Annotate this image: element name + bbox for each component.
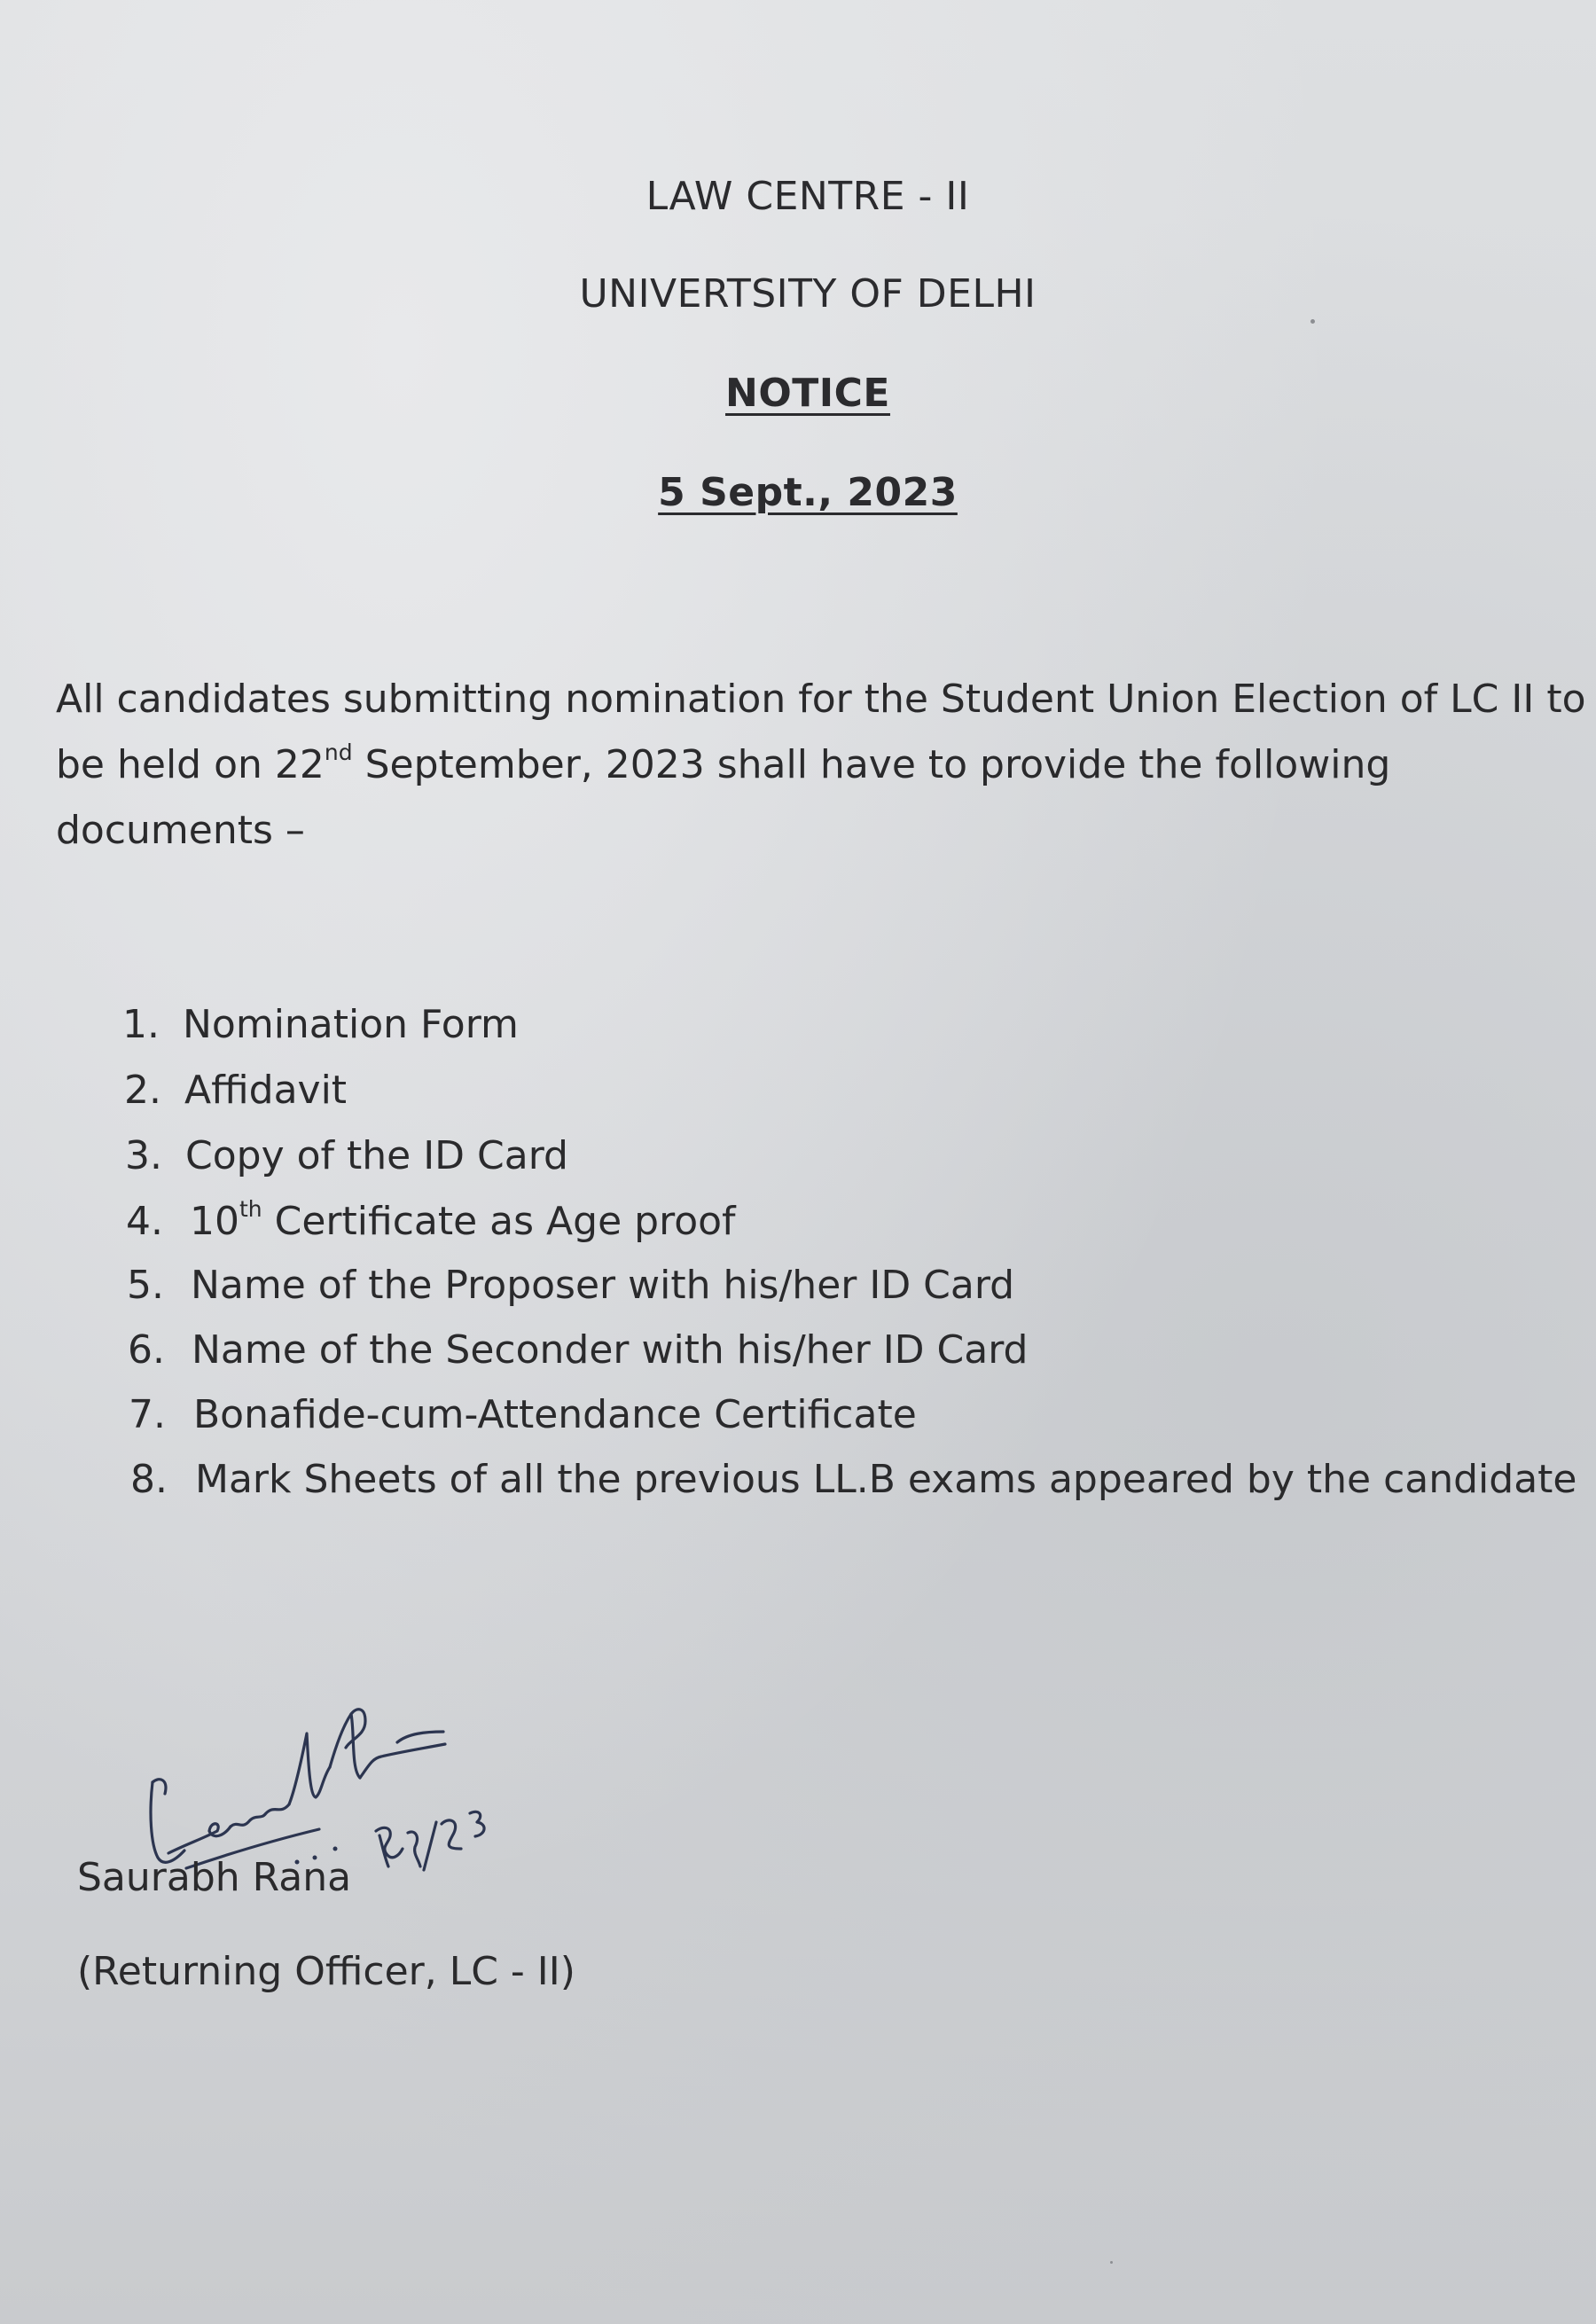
list-item-text: Name of the Proposer with his/her ID Card — [191, 1263, 1015, 1308]
list-item — [125, 1133, 568, 1178]
list-item-number: 3. — [125, 1133, 162, 1178]
list-item — [130, 1457, 1576, 1502]
ordinal-suffix: th — [239, 1196, 262, 1222]
list-item-text: Bonafide-cum-Attendance Certificate — [193, 1392, 917, 1437]
list-item-number: 4. — [126, 1199, 163, 1244]
list-item-text: Name of the Seconder with his/her ID Card — [192, 1327, 1029, 1373]
notice-date: 5 Sept., 2023 — [658, 470, 958, 515]
notice-paragraph — [56, 667, 1586, 864]
paragraph-line-2-start: be held on 22 — [56, 742, 325, 787]
list-item — [127, 1263, 1014, 1308]
list-item-text: Affidavit — [184, 1068, 348, 1113]
handwritten-signature — [133, 1680, 550, 1884]
list-item-number: 2. — [124, 1068, 161, 1113]
list-item-number: 1. — [122, 1002, 160, 1047]
list-item-text: Copy of the ID Card — [185, 1133, 568, 1178]
paragraph-line-2-end: September, 2023 shall have to provide the following — [352, 742, 1391, 787]
list-item-number: 8. — [130, 1457, 168, 1502]
university-name: UNIVERTSITY OF DELHI — [579, 271, 1037, 317]
list-item — [129, 1392, 917, 1437]
list-item-number: 7. — [129, 1392, 166, 1437]
list-item — [128, 1327, 1028, 1373]
list-item — [126, 1196, 736, 1244]
list-item-number: 6. — [128, 1327, 165, 1373]
signatory-name: Saurabh Rana — [77, 1855, 352, 1900]
list-item-text: Nomination Form — [183, 1002, 519, 1047]
signatory-title: (Returning Officer, LC - II) — [77, 1949, 575, 1994]
list-item — [124, 1068, 347, 1113]
list-item-text: Mark Sheets of all the previous LL.B exams appeared by the candidate — [195, 1457, 1577, 1502]
institution-name: LAW CENTRE - II — [645, 174, 970, 219]
paper-speck — [1110, 2261, 1113, 2264]
paper-speck — [1310, 319, 1315, 324]
list-item-text-end: Certificate as Age proof — [262, 1199, 736, 1244]
list-item-number: 5. — [127, 1263, 164, 1308]
list-item — [122, 1002, 519, 1047]
paragraph-line-3: documents – — [56, 808, 305, 853]
notice-heading: NOTICE — [725, 371, 890, 416]
ordinal-suffix: nd — [324, 739, 353, 765]
paragraph-line-2 — [56, 732, 1563, 798]
list-item-text-start: 10 — [190, 1199, 239, 1244]
paragraph-line-1: All candidates submitting nomination for the Student Union Election of LC II to — [56, 677, 1586, 722]
